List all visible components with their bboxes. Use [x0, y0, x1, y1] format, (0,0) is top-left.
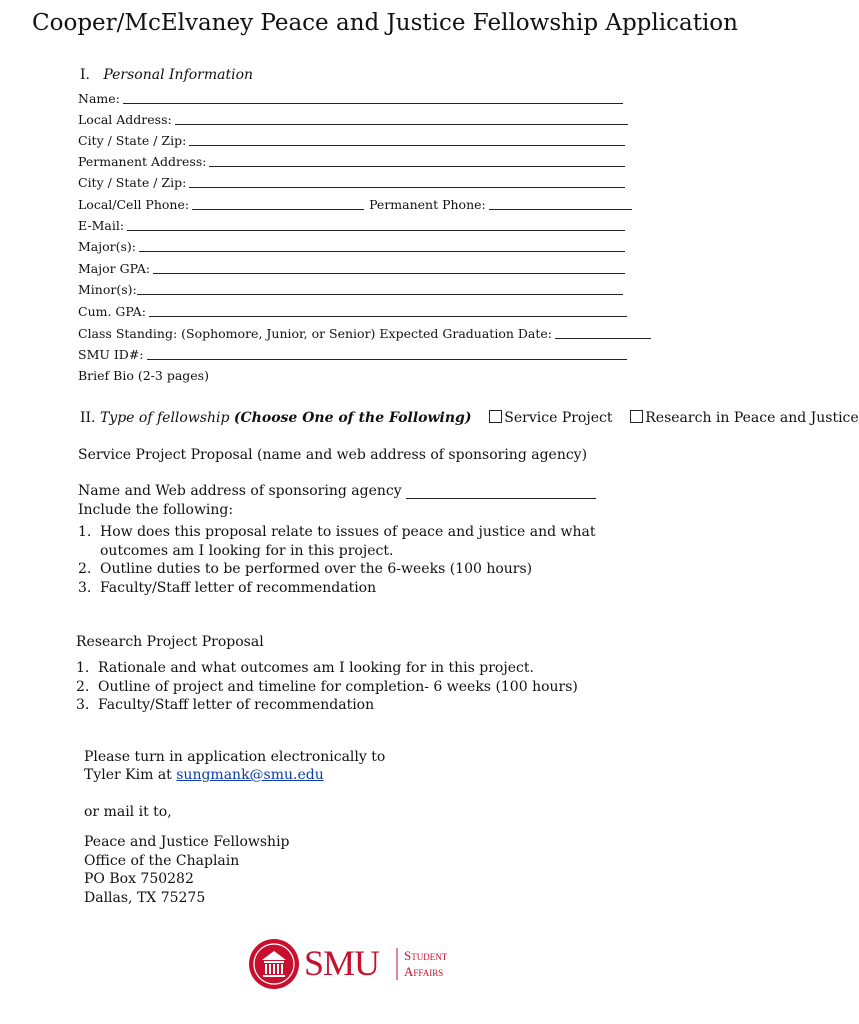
- submit-instructions: Please turn in application electronically to: [84, 749, 386, 765]
- city-state-zip-field-1[interactable]: [189, 132, 625, 146]
- section-heading: Personal Information: [103, 67, 254, 83]
- brief-bio-note: Brief Bio (2-3 pages): [78, 368, 209, 383]
- list-item: 2. Outline of project and timeline for completion- 6 weeks (100 hours): [76, 678, 578, 695]
- permanent-phone-field[interactable]: [489, 196, 632, 210]
- section-fellowship-type: [80, 410, 859, 426]
- address-line: Peace and Justice Fellowship: [84, 834, 290, 850]
- agency-row: [78, 483, 596, 499]
- mailing-address: [84, 833, 290, 907]
- majors-row: [78, 238, 625, 256]
- city-state-zip-label-1: City / State / Zip:: [78, 133, 187, 148]
- city-state-zip-label-2: City / State / Zip:: [78, 175, 187, 190]
- city-state-zip-field-2[interactable]: [189, 174, 625, 188]
- address-line: Office of the Chaplain: [84, 852, 240, 869]
- list-item: 1. How does this proposal relate to issues of peace and justice and what outcomes am I looking for in this project.: [78, 524, 596, 559]
- contact-email-link[interactable]: sungmank@smu.edu: [176, 767, 324, 783]
- cum-gpa-row: [78, 303, 627, 321]
- section-numeral: I.: [80, 67, 90, 83]
- graduation-date-field[interactable]: [555, 325, 651, 339]
- smu-id-field[interactable]: [147, 346, 627, 360]
- local-address-row: [78, 111, 628, 129]
- contact-name: Tyler Kim at: [84, 767, 172, 783]
- minors-label: Minor(s):: [78, 282, 137, 297]
- permanent-address-row: [78, 153, 625, 171]
- submit-contact: [84, 767, 324, 783]
- list-item: 3. Faculty/Staff letter of recommendation: [76, 697, 375, 713]
- class-standing-row: [78, 325, 651, 343]
- list-item: 3. Faculty/Staff letter of recommendation: [78, 579, 377, 596]
- page-title: Cooper/McElvaney Peace and Justice Fellowship Application: [32, 10, 738, 36]
- research-proposal-heading: Research Project Proposal: [76, 634, 264, 650]
- smu-id-row: [78, 346, 627, 364]
- phone-row: [78, 196, 632, 214]
- list-item: 2. Outline duties to be performed over the 6-weeks (100 hours): [78, 561, 533, 577]
- smu-id-label: SMU ID#:: [78, 347, 144, 362]
- research-checkbox[interactable]: [630, 410, 643, 423]
- address-line: Dallas, TX 75275: [84, 889, 206, 906]
- mail-note: or mail it to,: [84, 804, 172, 820]
- major-gpa-field[interactable]: [153, 260, 625, 274]
- department-name: Student Affairs: [404, 948, 448, 979]
- name-label: Name:: [78, 91, 120, 106]
- agency-field[interactable]: [406, 483, 596, 499]
- permanent-phone-label: Permanent Phone:: [369, 197, 486, 212]
- service-requirements-list: [78, 523, 596, 597]
- cum-gpa-field[interactable]: [149, 303, 627, 317]
- major-gpa-label: Major GPA:: [78, 261, 151, 276]
- list-item: 1. Rationale and what outcomes am I looking for in this project.: [76, 660, 534, 676]
- section-instruction: (Choose One of the Following): [233, 410, 472, 426]
- section-heading: Type of fellowship: [99, 410, 230, 426]
- email-field[interactable]: [127, 217, 625, 231]
- major-gpa-row: [78, 260, 625, 278]
- name-field[interactable]: [123, 90, 623, 104]
- address-line: PO Box 750282: [84, 871, 194, 887]
- name-row: [78, 90, 623, 108]
- research-requirements-list: [76, 659, 578, 715]
- section-numeral: II.: [80, 410, 96, 426]
- city-state-zip-row-2: [78, 174, 625, 192]
- class-standing-label: Class Standing: (Sophomore, Junior, or Senior) Expected Graduation Date:: [78, 326, 552, 341]
- local-address-label: Local Address:: [78, 112, 172, 127]
- local-phone-field[interactable]: [192, 196, 364, 210]
- majors-label: Major(s):: [78, 239, 137, 254]
- service-project-option-label: Service Project: [504, 410, 613, 426]
- permanent-address-label: Permanent Address:: [78, 154, 207, 169]
- permanent-address-field[interactable]: [209, 153, 625, 167]
- local-phone-label: Local/Cell Phone:: [78, 197, 190, 212]
- research-option-label: Research in Peace and Justice: [645, 410, 859, 426]
- minors-row: [78, 281, 623, 299]
- cum-gpa-label: Cum. GPA:: [78, 304, 146, 319]
- minors-field[interactable]: [137, 281, 623, 295]
- email-label: E-Mail:: [78, 218, 125, 233]
- include-note: Include the following:: [78, 502, 234, 518]
- service-project-checkbox[interactable]: [489, 410, 502, 423]
- majors-field[interactable]: [139, 238, 625, 252]
- city-state-zip-row-1: [78, 132, 625, 150]
- service-proposal-heading: Service Project Proposal (name and web address of sponsoring agency): [78, 447, 588, 463]
- local-address-field[interactable]: [175, 111, 628, 125]
- smu-wordmark: SMU: [304, 943, 380, 983]
- smu-student-affairs-logo: [248, 938, 478, 990]
- email-row: [78, 217, 625, 235]
- section-personal-information: [80, 67, 253, 83]
- agency-label: Name and Web address of sponsoring agency: [78, 483, 402, 499]
